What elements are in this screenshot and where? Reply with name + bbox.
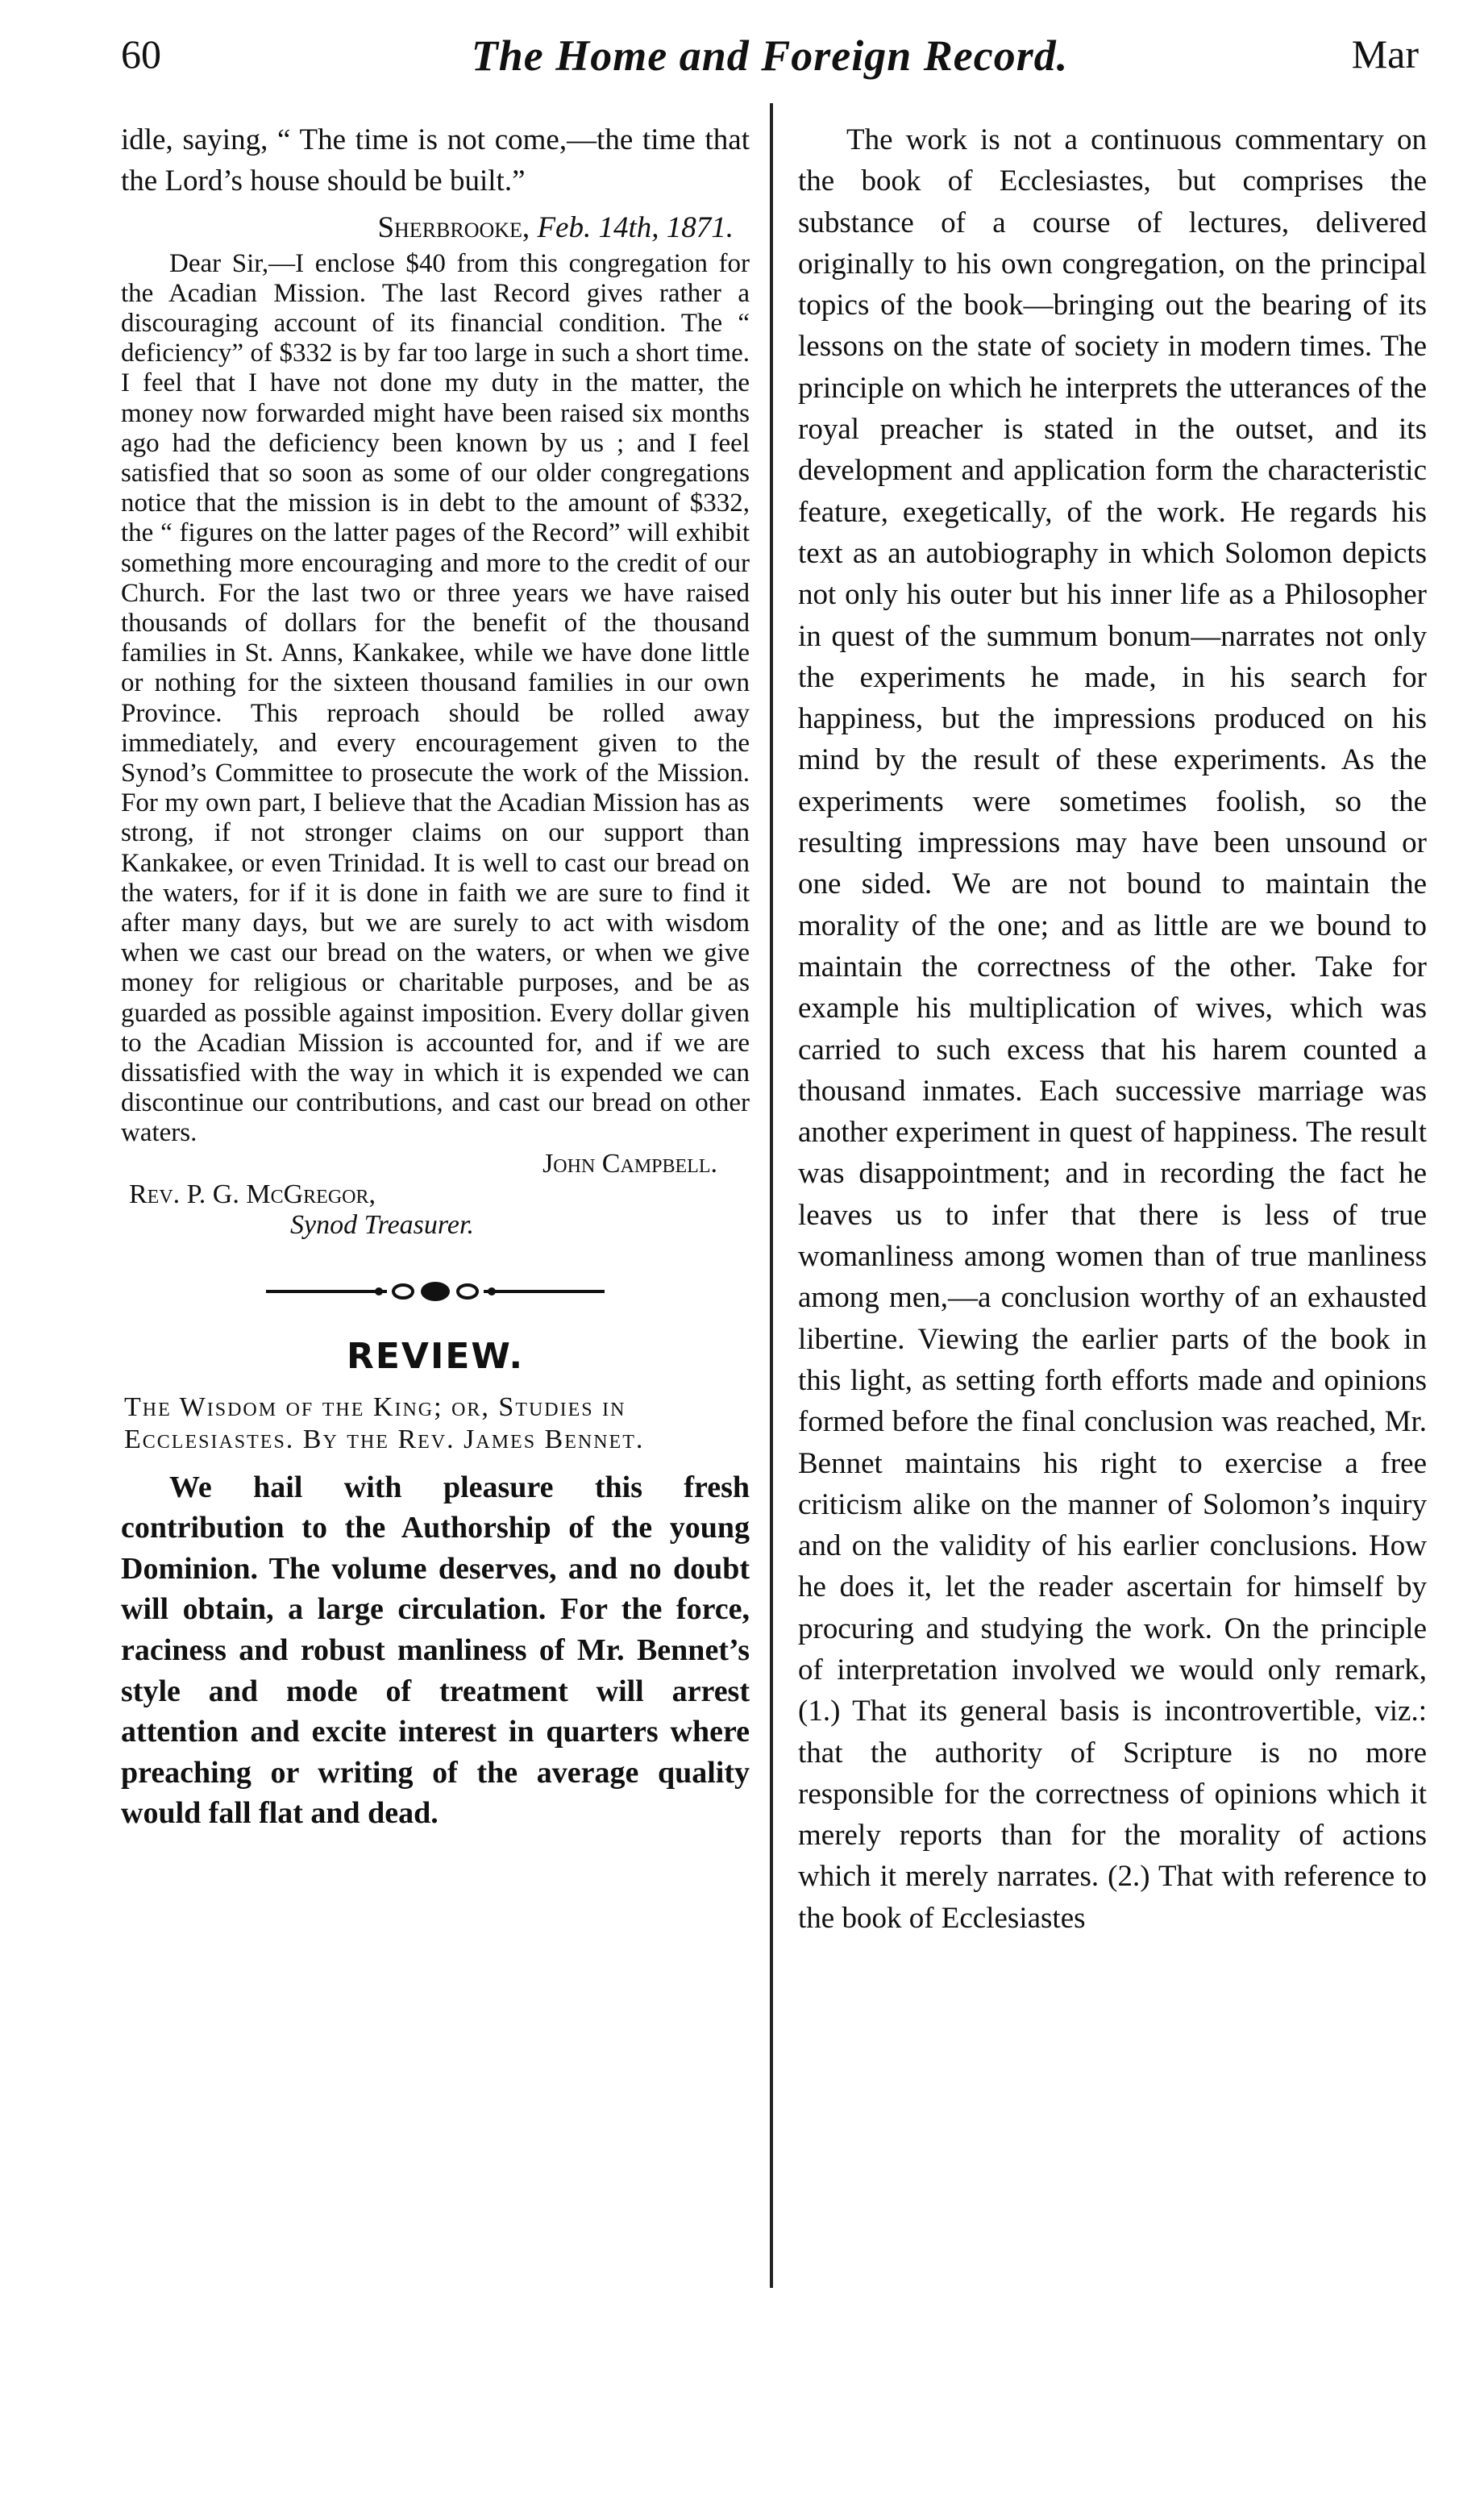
page-number: 60 [121,31,161,77]
dateline-place: Sherbrooke, [377,210,530,244]
left-column [121,119,750,1834]
letter-body: Dear Sir,—I enclose $40 from this congregation for the Acadian Mission. The last Record gives rather a discouraging account of its financial condition. The “ deficiency” of $332 is by far too large in such a short time. I feel that I have not done my duty in the matter, the money now forwarded might have been raised six months ago had the deficiency been known by us ; and I feel satisfied that so soon as some of our older congregations notice that the mission is in debt to the amount of $332, the “ figures on the latter pages of the Record” will exhibit something more encouraging and more to the credit of our Church. For the last two or three years we have raised thousands of dollars for the benefit of the thousand families in St. Anns, Kankakee, while we have done little or nothing for the sixteen thousand families in our own Province. This reproach should be rolled away immediately, and every encouragement given to the Synod’s Committee to prosecute the work of the Mission. For my own part, I believe that the Acadian Mission has as strong, if not stronger claims on our support than Kankakee, or even Trinidad. It is well to cast our bread on the waters, for if it is done in faith we are sure to find it after many days, but we are surely to act with wisdom when we cast our bread on the waters, or when we give money for religious or charitable purposes, and be as guarded as possible against imposition. Every dollar given to the Acadian Mission is accounted for, and if we are dissatisfied with the way in which it is expended we can discontinue our contributions, and cast our bread on other waters. [121,248,750,1148]
letter-dateline [121,207,750,249]
ornament-rule [121,1263,750,1320]
letter-signature: John Campbell. [542,1148,717,1179]
review-heading: REVIEW. [346,1335,525,1377]
page-header [121,31,1419,95]
review-body: The work is not a continuous commentary on the book of Ecclesiastes, but comprises the substance of a course of lectures, delivered originally to his own congregation, on the principal topics of the book—bringing out the bearing of its lessons on the state of society in modern times. The principle on which he interprets the utterances of the royal preacher is stated in the outset, and its development and application form the characteristic feature, exegetically, of the work. He regards his text as an autobiography in which Solomon depicts not only his outer but his inner life as a Philosopher in quest of the summum bonum—narrates not only the experiments he made, in his search for happiness, but the impressions produced on his mind by the result of these experiments. As the experiments were sometimes foolish, so the resulting impressions may have been unsound or one sided. We are not bound to maintain the morality of the one; and as little are we bound to maintain the correctness of the other. Take for example his multiplication of wives, which was carried to such excess that his harem counted a thousand inmates. Each successive marriage was another experiment in quest of happiness. The result was disappointment; and in recording the fact he leaves us to infer that there is less of true womanliness among women than of true manliness among men,—a conclusion worthy of an exhausted libertine. Viewing the earlier parts of the book in this light, as setting forth efforts made and opinions formed before the final conclusion was reached, Mr. Bennet maintains his right to exercise a free criticism alike on the manner of Solomon’s inquiry and on the validity of his earlier conclusions. How he does it, let the reader ascertain for himself by procuring and studying the work. On the principle of interpretation involved we would only remark, (1.) That its general basis is incontrovertible, viz.: that the authority of Scripture is no more responsible for the correctness of opinions which it merely reports than for the morality of actions which it merely narrates. (2.) That with reference to the book of Ecclesiastes [798,123,1427,1935]
dateline-date: Feb. 14th, 1871. [537,210,734,244]
right-column [798,119,1427,1939]
addressee-name: Rev. P. G. McGregor, [129,1179,376,1209]
review-intro: We hail with pleasure this fresh contribution to the Authorship of the young Dominion. The volume deserves, and no doubt will obtain, a large circulation. For the force, raciness and robust manliness of Mr. Bennet’s style and mode of treatment will arrest attention and excite interest in quarters where preaching or writing of the average quality would fall flat and dead. [121,1470,750,1831]
column-rule [770,103,773,2288]
book-title: The Wisdom of the King; or, Studies in Ecclesiastes. By the Rev. James Bennet. [124,1391,645,1454]
addressee-title: Synod Treasurer. [290,1209,474,1240]
letter-addressee [121,1179,750,1241]
ornament-icon [266,1275,605,1308]
running-title: The Home and Foreign Record. [471,31,1069,80]
running-month: Mar [1351,31,1419,77]
continued-paragraph: idle, saying, “ The time is not come,—the time that the Lord’s house should be built.” [121,123,750,198]
